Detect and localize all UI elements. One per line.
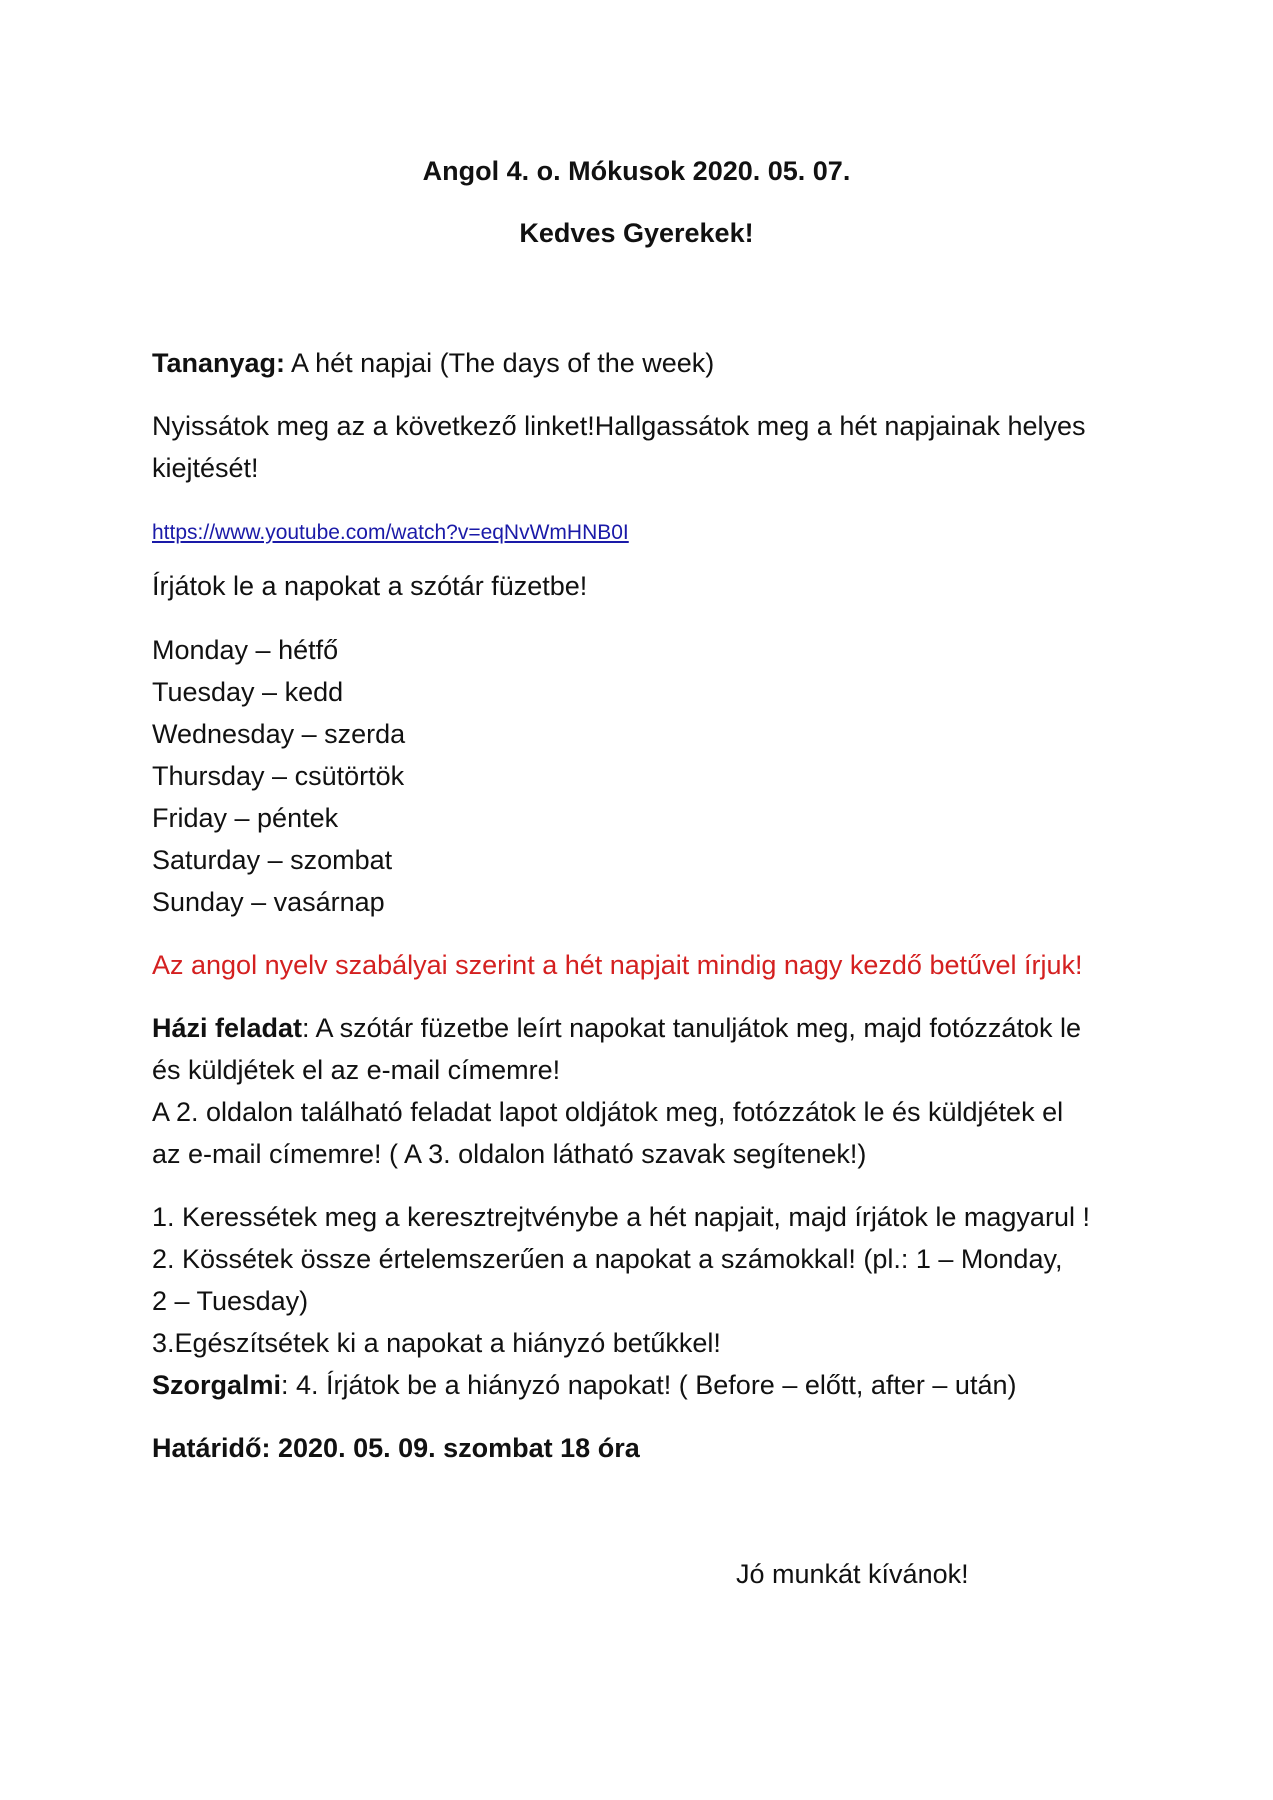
- homework-line-2: és küldjétek el az e-mail címemre!: [152, 1055, 561, 1085]
- write-instruction: Írjátok le a napokat a szótár füzetbe!: [152, 571, 588, 601]
- greeting: Kedves Gyerekek!: [519, 218, 754, 248]
- task-3: 3.Egészítsétek ki a napokat a hiányzó betűkkel!: [152, 1328, 721, 1358]
- day-item-sunday: Sunday – vasárnap: [152, 887, 385, 917]
- day-item-thursday: Thursday – csütörtök: [152, 761, 405, 791]
- task-2: 2. Kössétek össze értelemszerűen a napokat a számokkal! (pl.: 1 – Monday,: [152, 1244, 1063, 1274]
- extra-task-label: Szorgalmi: [152, 1370, 282, 1400]
- homework-line-4: az e-mail címemre! ( A 3. oldalon látható szavak segítenek!): [152, 1139, 867, 1169]
- instruction-line-2: kiejtését!: [152, 453, 259, 483]
- day-item-monday: Monday – hétfő: [152, 635, 339, 665]
- homework-label: Házi feladat: [152, 1013, 303, 1043]
- youtube-link[interactable]: https://www.youtube.com/watch?v=eqNvWmHNB0I: [152, 521, 629, 544]
- closing-signature: Jó munkát kívánok!: [736, 1559, 969, 1589]
- topic-text: A hét napjai (The days of the week): [285, 348, 715, 378]
- task-2-continued: 2 – Tuesday): [152, 1286, 309, 1316]
- topic-line: [152, 342, 714, 384]
- capitalization-rule: Az angol nyelv szabályai szerint a hét napjait mindig nagy kezdő betűvel írjuk!: [152, 950, 1083, 980]
- deadline: Határidő: 2020. 05. 09. szombat 18 óra: [152, 1433, 640, 1463]
- extra-task: [152, 1364, 1016, 1406]
- day-item-friday: Friday – péntek: [152, 803, 339, 833]
- instruction-line-1: Nyissátok meg az a következő linket!Hallgassátok meg a hét napjainak helyes: [152, 411, 1086, 441]
- day-item-wednesday: Wednesday – szerda: [152, 719, 406, 749]
- document-title: Angol 4. o. Mókusok 2020. 05. 07.: [422, 156, 851, 186]
- task-1: 1. Keressétek meg a keresztrejtvénybe a hét napjait, majd írjátok le magyarul !: [152, 1202, 1090, 1232]
- day-item-tuesday: Tuesday – kedd: [152, 677, 344, 707]
- topic-label: Tananyag:: [152, 348, 286, 378]
- day-item-saturday: Saturday – szombat: [152, 845, 393, 875]
- extra-task-text: : 4. Írjátok be a hiányzó napokat! ( Before – előtt, after – után): [281, 1370, 1017, 1400]
- homework-text-1: : A szótár füzetbe leírt napokat tanuljátok meg, majd fotózzátok le: [302, 1013, 1081, 1043]
- homework-line-1: [152, 1007, 1081, 1049]
- homework-line-3: A 2. oldalon található feladat lapot oldjátok meg, fotózzátok le és küldjétek el: [152, 1097, 1064, 1127]
